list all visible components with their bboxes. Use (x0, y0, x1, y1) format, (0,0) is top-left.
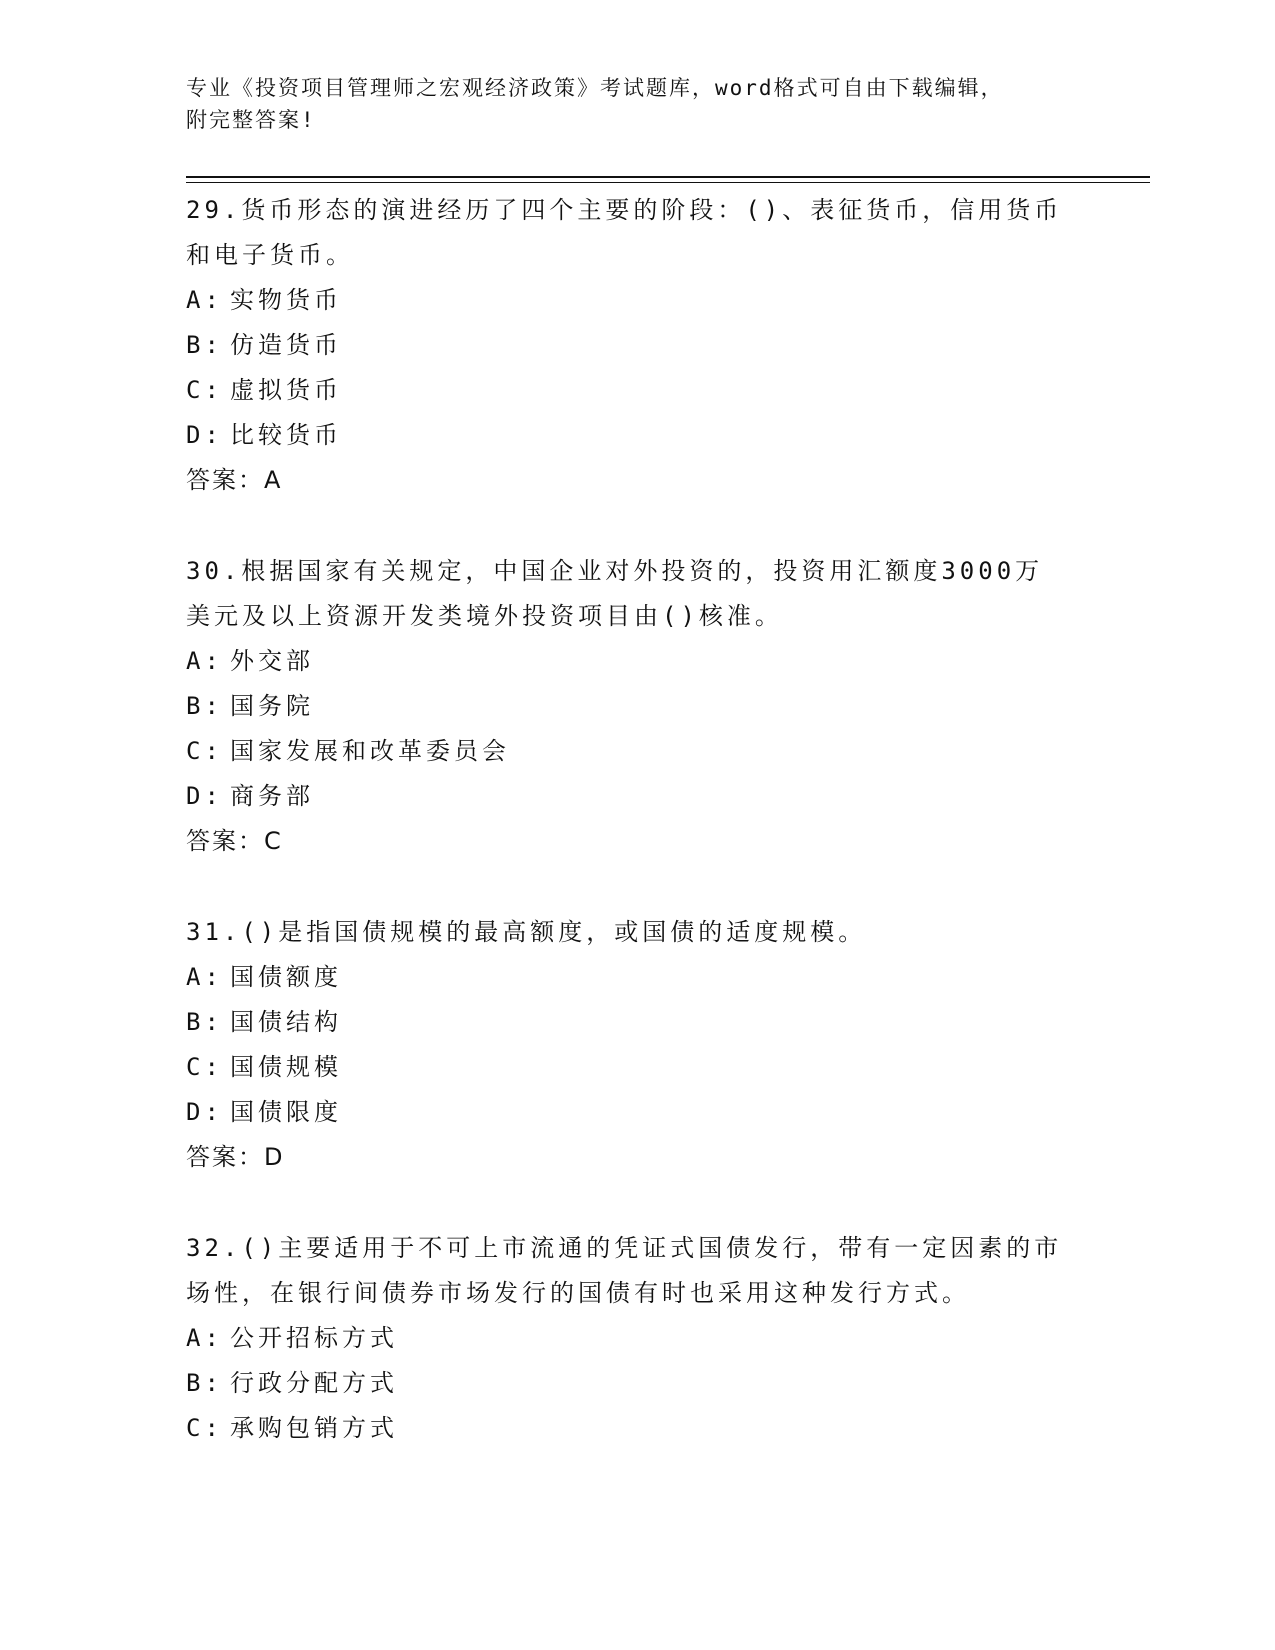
question-31 (186, 910, 1086, 1180)
question-stem-line: 32.()主要适用于不可上市流通的凭证式国债发行，带有一定因素的市 (186, 1234, 1063, 1262)
option-key: C: (186, 737, 223, 765)
question-30 (186, 549, 1086, 864)
option-key: A: (186, 963, 223, 991)
option-text: 国债额度 (230, 963, 342, 991)
question-spacer (186, 864, 1086, 910)
option-key: C: (186, 1414, 223, 1442)
option-text: 行政分配方式 (230, 1369, 398, 1397)
option-b (186, 684, 1086, 729)
option-key: D: (186, 782, 223, 810)
option-key: D: (186, 1098, 223, 1126)
option-c (186, 729, 1086, 774)
answer-line: 答案：D (186, 1143, 285, 1171)
question-stem-line: 和电子货币。 (186, 241, 354, 269)
option-key: B: (186, 1369, 223, 1397)
option-text: 公开招标方式 (230, 1324, 398, 1352)
answer-line: 答案：C (186, 827, 283, 855)
option-text: 承购包销方式 (230, 1414, 398, 1442)
question-stem-line: 31.()是指国债规模的最高额度，或国债的适度规模。 (186, 918, 867, 946)
option-text: 仿造货币 (230, 331, 342, 359)
option-text: 国债规模 (230, 1053, 342, 1081)
question-stem-line: 美元及以上资源开发类境外投资项目由()核准。 (186, 602, 783, 630)
option-text: 比较货币 (230, 421, 342, 449)
option-text: 虚拟货币 (230, 376, 342, 404)
question-spacer (186, 1180, 1086, 1226)
option-c (186, 368, 1086, 413)
option-key: B: (186, 1008, 223, 1036)
option-c (186, 1406, 1086, 1451)
option-a (186, 639, 1086, 684)
option-text: 国家发展和改革委员会 (230, 737, 510, 765)
option-b (186, 323, 1086, 368)
option-key: B: (186, 692, 223, 720)
option-key: C: (186, 1053, 223, 1081)
option-text: 国债限度 (230, 1098, 342, 1126)
header-divider-thin (186, 182, 1150, 183)
option-text: 国务院 (230, 692, 314, 720)
header-line-2: 附完整答案! (186, 108, 316, 132)
option-a (186, 1316, 1086, 1361)
option-a (186, 955, 1086, 1000)
option-key: B: (186, 331, 223, 359)
question-29 (186, 188, 1086, 503)
option-a (186, 278, 1086, 323)
option-text: 实物货币 (230, 286, 342, 314)
question-stem-line: 29.货币形态的演进经历了四个主要的阶段：()、表征货币，信用货币 (186, 196, 1063, 224)
option-d (186, 1090, 1086, 1135)
document-header (186, 72, 1066, 136)
option-c (186, 1045, 1086, 1090)
option-text: 外交部 (230, 647, 314, 675)
header-line-1: 专业《投资项目管理师之宏观经济政策》考试题库，word格式可自由下载编辑， (186, 76, 1004, 100)
header-divider-thick (186, 176, 1150, 178)
option-key: A: (186, 647, 223, 675)
option-d (186, 413, 1086, 458)
option-key: A: (186, 286, 223, 314)
question-list (186, 188, 1086, 1451)
option-text: 商务部 (230, 782, 314, 810)
option-b (186, 1000, 1086, 1045)
option-key: C: (186, 376, 223, 404)
option-d (186, 774, 1086, 819)
question-spacer (186, 503, 1086, 549)
question-stem-line: 30.根据国家有关规定，中国企业对外投资的，投资用汇额度3000万 (186, 557, 1044, 585)
option-b (186, 1361, 1086, 1406)
option-key: D: (186, 421, 223, 449)
answer-line: 答案：A (186, 466, 283, 494)
option-key: A: (186, 1324, 223, 1352)
question-32 (186, 1226, 1086, 1451)
option-text: 国债结构 (230, 1008, 342, 1036)
question-stem-line: 场性，在银行间债券市场发行的国债有时也采用这种发行方式。 (186, 1279, 970, 1307)
